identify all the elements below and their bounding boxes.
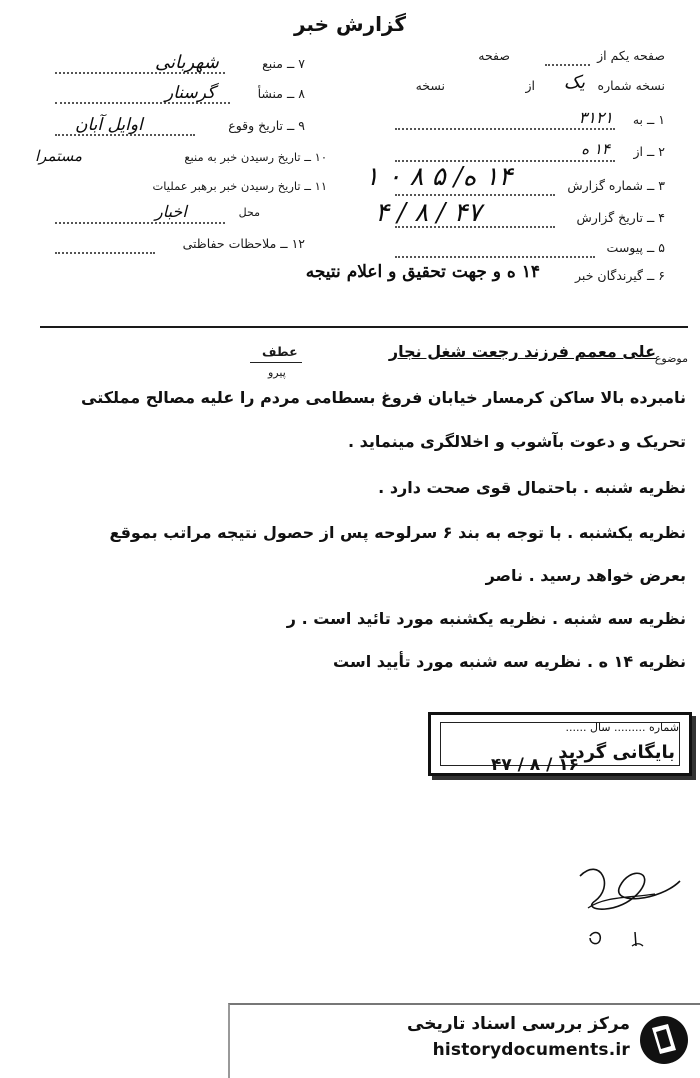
atf-label: عطف [262, 344, 298, 359]
field-attachment-label: ۵ ــ پیوست [606, 240, 665, 255]
archive-logo-icon [638, 1014, 690, 1066]
body-line-4: نظریه یکشنبه . با توجه به بند ۶ سرلوحه پس از حصول نتیجه مراتب بموقع [109, 523, 686, 542]
field-report-number-label: ۳ ــ شماره گزارش [567, 178, 665, 193]
recipients-label: ۶ ــ گیرندگان خبر [575, 268, 665, 283]
field-page-text: صفحه یکم از [597, 48, 665, 63]
body-line-3: نظریه شنبه . باحتمال قوی صحت دارد . [378, 478, 686, 497]
field-occurrence-date-label: ۹ ــ تاریخ وقوع [228, 118, 305, 133]
field-occurrence-date-value: اوایل آبان [75, 115, 143, 135]
field-to-line [395, 128, 615, 130]
watermark [407, 1010, 692, 1068]
field-source-label: ۷ ــ منبع [262, 56, 305, 71]
subject-text: علی معمم فرزند رجعت شغل نجار [388, 342, 656, 361]
recipients-value: ۱۴ ه و جهت تحقیق و اعلام نتیجه [305, 262, 540, 282]
field-page-label [597, 48, 665, 63]
watermark-title: مرکز بررسی اسناد تاریخی [407, 1014, 630, 1034]
page-title: گزارش خبر [293, 12, 407, 36]
field-to-value: ۳۱۲۱ [578, 108, 613, 127]
body-line-7: نظریه ۱۴ ه . نظریه سه شنبه مورد تأیید است [333, 652, 686, 671]
section-divider [40, 326, 688, 328]
body-line-6: نظریه سه شنبه . نظریه یکشنبه مورد تائید است . ر [286, 609, 686, 628]
field-from-label: ۲ ــ از [633, 144, 665, 159]
field-from-value: ۱۴ ه [581, 140, 610, 158]
field-received-source-value: مستمرا [35, 147, 83, 165]
field-report-date-label: ۴ ــ تاریخ گزارش [576, 210, 665, 225]
field-copy-label: نسخه شماره [597, 78, 665, 93]
right-fields [365, 48, 665, 258]
field-page-line [545, 64, 590, 66]
body-line-2: تحریک و دعوت بآشوب و اخلالگری مینماید . [348, 432, 686, 451]
atf-rule [250, 362, 302, 363]
field-copy-value: یک [563, 72, 585, 93]
archive-stamp-date: ۴۷ / ۸ / ۱۶ [491, 755, 579, 775]
field-report-date-value: ۴ / ۸ / ۴۷ [375, 198, 482, 228]
signature [560, 846, 690, 956]
field-location-line [55, 222, 225, 224]
field-report-number-line [395, 194, 555, 196]
left-fields [35, 52, 327, 256]
field-location-value: اخبار [155, 202, 187, 221]
field-security-notes-line [55, 252, 155, 254]
body-line-5: بعرض خواهد رسید . ناصر [485, 566, 686, 585]
field-to-label: ۱ ــ به [632, 112, 665, 127]
body-line-1: نامبرده بالا ساکن کرمسار خیابان فروغ بسطامی مردم را علیه مصالح مملکتی [81, 388, 686, 407]
field-report-number-value: ۱۴ ه/ ۵ ۸ ۰ ۱ [365, 162, 513, 192]
field-source-value: شهربانی [155, 52, 219, 73]
field-copy-suffix: نسخه [415, 78, 445, 93]
field-origin-label: ۸ ــ منشأ [257, 86, 305, 101]
signature-scribble-icon [560, 846, 690, 956]
archive-stamp [428, 712, 692, 776]
watermark-url: historydocuments.ir [432, 1040, 630, 1060]
field-security-notes-label: ۱۲ ــ ملاحظات حفاظتی [182, 236, 305, 251]
field-page-suffix: صفحه [478, 48, 510, 63]
field-copy-mid: از [525, 78, 535, 93]
field-received-source-label: ۱۰ ــ تاریخ رسیدن خبر به منبع [184, 150, 327, 164]
field-received-ops-label: ۱۱ ــ تاریخ رسیدن خبر برهبر عملیات [152, 179, 327, 193]
archive-stamp-text: بایگانی گردید [558, 742, 675, 763]
subject-label: موضوع [654, 352, 688, 365]
field-attachment-line [395, 256, 595, 258]
archive-stamp-number-line: شماره ......... سال ...... [565, 721, 679, 734]
peyrow-label: پیرو [268, 366, 286, 379]
field-origin-value: گرسنار [165, 83, 216, 103]
field-location-label: محل [238, 206, 260, 219]
